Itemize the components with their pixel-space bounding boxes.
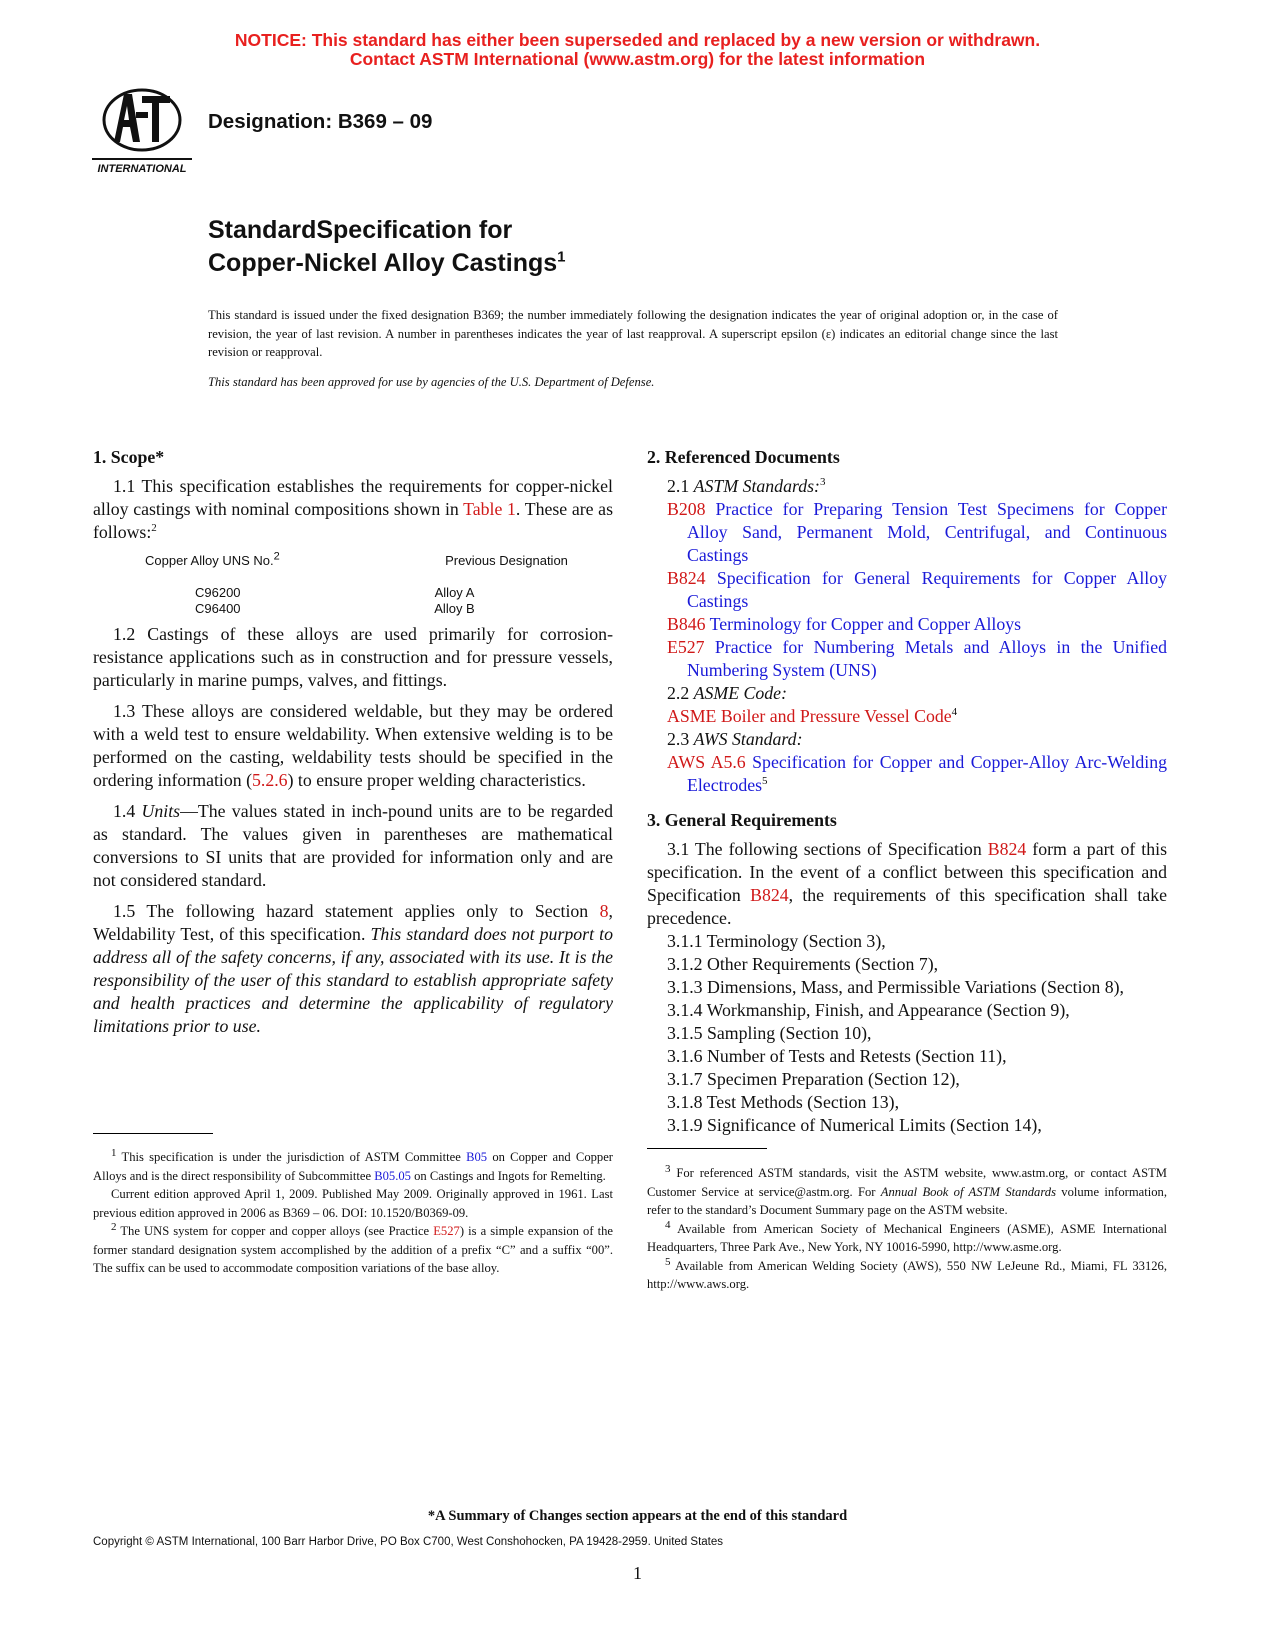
table-1-link[interactable]: Table 1 xyxy=(463,499,516,519)
footnote-1-edition: Current edition approved April 1, 2009. Published May 2009. Originally approved in 1961. Last previous edition approved in 2006 as B369 – 06. DOI: 10.1520/B0369-09. xyxy=(93,1187,613,1220)
ref-b208-title-link[interactable]: Practice for Preparing Tension Test Specimens for Copper Alloy Sand, Permanent Mold, Centrifugal, and Continuous Castings xyxy=(687,499,1167,565)
ref-b208 xyxy=(667,498,1167,567)
para-3-1: 3.1 The following sections of Specification B824 form a part of this specification. In the event of a conflict between this specification and Specification B824, the requirements of this specification shall take precedence. xyxy=(647,839,1167,928)
ref-b846 xyxy=(667,613,1167,636)
e527-link[interactable]: E527 xyxy=(433,1224,460,1238)
para-1-3: 1.3 These alloys are considered weldable, but they may be ordered with a weld test to ensure weldability. When extensive welding is to be performed on the casting, weldability tests should be specified in the ordering information (5.2.6) to ensure proper welding characteristics. xyxy=(93,701,613,790)
para-2-2: 2.2 ASME Code: xyxy=(667,683,787,703)
para-2-3: 2.3 AWS Standard: xyxy=(667,729,803,749)
list-item: 3.1.1 Terminology (Section 3), xyxy=(667,931,886,951)
notice-line-2: Contact ASTM International (www.astm.org) for the latest information xyxy=(349,49,926,69)
notice-line-1: NOTICE: This standard has either been superseded and replaced by a new version or withdrawn. xyxy=(234,30,1041,50)
ref-b824 xyxy=(667,567,1167,613)
title-line-2: Copper-Nickel Alloy Castings xyxy=(208,249,558,277)
b824-link[interactable]: B824 xyxy=(987,839,1027,859)
logo-international-text: INTERNATIONAL xyxy=(97,163,187,174)
ref-aws-title-link[interactable]: Specification for Copper and Copper-Alloy Arc-Welding Electrodes xyxy=(687,752,1167,795)
para-1-2: 1.2 Castings of these alloys are used primarily for corrosion-resistance applications such as in construction and for pressure vessels, particularly in marine pumps, valves, and fittings. xyxy=(93,624,613,690)
dod-approval-text: This standard has been approved for use by agencies of the U.S. Department of Defense. xyxy=(208,375,655,389)
alloy-table-row: C96200 Alloy A xyxy=(195,585,475,600)
title-line-1: StandardSpecification for xyxy=(208,216,513,244)
para-2-1: 2.1 ASTM Standards:$^3$ xyxy=(667,476,826,496)
summary-of-changes-note: *A Summary of Changes section appears at the end of this standard xyxy=(427,1508,848,1524)
list-item: 3.1.6 Number of Tests and Retests (Section 11), xyxy=(667,1046,1007,1066)
list-item: 3.1.3 Dimensions, Mass, and Permissible Variations (Section 8), xyxy=(667,977,1125,997)
footnote-4: $^4$ Available from American Society of Mechanical Engineers (ASME), ASME International Headquarters, Three Park Ave., New York, NY 10016-5990, http://www.asme.org. xyxy=(647,1218,1167,1254)
left-column xyxy=(93,446,613,1038)
ref-e527 xyxy=(667,636,1167,682)
footnote-2: $^2$ The UNS system for copper and copper alloys (see Practice E527) is a simple expansion of the former standard designation system accomplished by the addition of a prefix “C” and a suffix “00”. The suffix can be used to accommodate composition variations of the base alloy. xyxy=(93,1220,613,1275)
b05-link[interactable]: B05 xyxy=(466,1150,488,1164)
designation: Designation: B369 – 09 xyxy=(208,110,433,133)
para-1-4: 1.4 Units—The values stated in inch-pound units are to be regarded as standard. The values given in parentheses are mathematical conversions to SI units that are provided for information only and are not considered standard. xyxy=(93,801,614,890)
section-8-link[interactable]: 8 xyxy=(599,901,609,921)
astm-logo xyxy=(92,82,192,174)
section-2-heading: 2. Referenced Documents xyxy=(647,447,840,467)
list-item: 3.1.8 Test Methods (Section 13), xyxy=(667,1092,900,1112)
footnote-3: $^3$ For referenced ASTM standards, visit the ASTM website, www.astm.org, or contact ASTM Customer Service at service@astm.org. For Annual Book of ASTM Standards volume information, refer to the standard’s Document Summary page on the ASTM website. xyxy=(647,1162,1167,1217)
list-item: 3.1.5 Sampling (Section 10), xyxy=(667,1023,872,1043)
preface-text: This standard is issued under the fixed designation B369; the number immediately following the designation indicates the year of original adoption or, in the case of revision, the year of last revision. A number in parentheses indicates the year of last reapproval. A superscript epsilon (ε) indicates an editorial change since the last revision or reapproval. xyxy=(208,308,1058,359)
alloy-table-row: C96400 Alloy B xyxy=(195,601,475,616)
ref-b824-link[interactable]: B824 xyxy=(667,568,706,588)
footnotes-right xyxy=(647,1164,1167,1294)
list-item: 3.1.4 Workmanship, Finish, and Appearance (Section 9), xyxy=(667,1000,1070,1020)
asme-code-link[interactable]: ASME Boiler and Pressure Vessel Code xyxy=(667,706,952,726)
right-column xyxy=(647,446,1167,1137)
para-1-5: 1.5 The following hazard statement applies only to Section 8, Weldability Test, of this specification. This standard does not purport to address all of the safety concerns, if any, associated with its use. It is the responsibility of the user of this standard to establish appropriate safety and health practices and determine the applicability of regulatory limitations prior to use. xyxy=(93,901,613,1036)
b824-link[interactable]: B824 xyxy=(750,885,789,905)
b05-05-link[interactable]: B05.05 xyxy=(374,1168,411,1183)
ref-b208-link[interactable]: B208 xyxy=(667,499,706,519)
footnotes-left xyxy=(93,1148,613,1278)
para-1-1: 1.1 This specification establishes the requirements for copper-nickel alloy castings with nominal compositions shown in Table 1. These are as follows:$^2$ xyxy=(93,476,613,542)
section-1-heading: 1. Scope* xyxy=(93,447,165,467)
footnote-1: $^1$ This specification is under the jurisdiction of ASTM Committee B05 on Copper and Copper Alloys and is the direct responsibility of Subcommittee B05.05 on Castings and Ingots for Remelting. xyxy=(93,1146,613,1183)
alloy-table xyxy=(93,550,613,617)
footnote-divider-right xyxy=(647,1148,767,1149)
ref-b846-title-link[interactable]: Terminology for Copper and Copper Alloys xyxy=(705,614,1022,634)
ref-aws-link[interactable]: AWS A5.6 xyxy=(667,752,746,772)
ref-b824-title-link[interactable]: Specification for General Requirements for Copper Alloy Castings xyxy=(687,568,1167,611)
footnote-5: $^5$ Available from American Welding Society (AWS), 550 NW LeJeune Rd., Miami, FL 33126, http://www.aws.org. xyxy=(647,1255,1167,1291)
alloy-table-header: Copper Alloy UNS No.$^2$ Previous Designation xyxy=(145,550,568,568)
page-number: 1 xyxy=(633,1563,642,1583)
title-footnote-ref: 1 xyxy=(557,248,566,266)
list-item: 3.1.9 Significance of Numerical Limits (Section 14), xyxy=(667,1115,1042,1135)
ref-b846-link[interactable]: B846 xyxy=(667,614,706,634)
ref-e527-title-link[interactable]: Practice for Numbering Metals and Alloys in the Unified Numbering System (UNS) xyxy=(687,637,1167,680)
document-title xyxy=(208,214,566,280)
footnote-divider-left xyxy=(93,1133,213,1134)
ref-e527-link[interactable]: E527 xyxy=(667,637,705,657)
section-5-2-6-link[interactable]: 5.2.6 xyxy=(252,770,288,790)
copyright: Copyright © ASTM International, 100 Barr Harbor Drive, PO Box C700, West Conshohocken, PA 19428-2959. United States xyxy=(93,1536,724,1548)
ref-aws: AWS A5.6 Specification for Copper and Copper-Alloy Arc-Welding Electrodes$^5$ xyxy=(667,752,1167,795)
list-item: 3.1.7 Specimen Preparation (Section 12), xyxy=(667,1069,960,1089)
list-item: 3.1.2 Other Requirements (Section 7), xyxy=(667,954,939,974)
superseded-notice xyxy=(0,31,1275,69)
section-3-heading: 3. General Requirements xyxy=(647,810,837,830)
ref-asme: ASME Boiler and Pressure Vessel Code$^4$ xyxy=(667,706,958,726)
